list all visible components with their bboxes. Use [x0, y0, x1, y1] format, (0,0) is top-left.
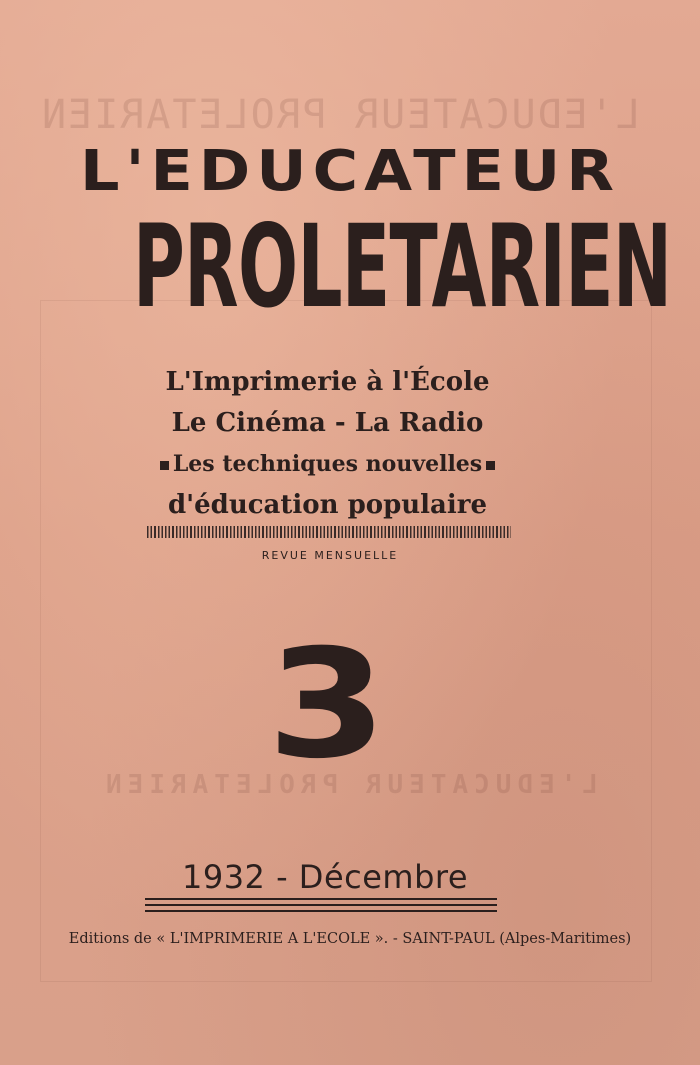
square-bullet-icon [160, 461, 169, 470]
subtitle-line-bulleted [140, 444, 515, 485]
hatched-divider [147, 526, 511, 538]
divider-rule [145, 898, 497, 900]
subtitle-line: Le Cinéma - La Radio [171, 408, 484, 438]
title-line-2: PROLETARIEN [133, 200, 672, 333]
issue-number: 3 [266, 618, 388, 792]
publisher-line: Editions de « L'IMPRIMERIE A L'ECOLE ». - SAINT-PAUL (Alpes-Maritimes) [68, 931, 632, 947]
subtitle-block [140, 362, 515, 526]
issue-date: 1932 - Décembre [181, 858, 469, 896]
subtitle-line: L'Imprimerie à l'École [165, 367, 490, 397]
square-bullet-icon [486, 461, 495, 470]
show-through-subtitle: L'EDUCATEUR PROLETARIEN [100, 770, 599, 800]
periodicity-label: REVUE MENSUELLE [261, 549, 399, 562]
title-line-1: L'EDUCATEUR [79, 137, 621, 204]
divider-rule [145, 904, 497, 906]
subtitle-text: Les techniques nouvelles [172, 451, 483, 477]
show-through-title: L'EDUCATEUR PROLETARIEN [40, 92, 640, 138]
divider-rule [145, 910, 497, 912]
subtitle-line: d'éducation populaire [167, 490, 488, 520]
